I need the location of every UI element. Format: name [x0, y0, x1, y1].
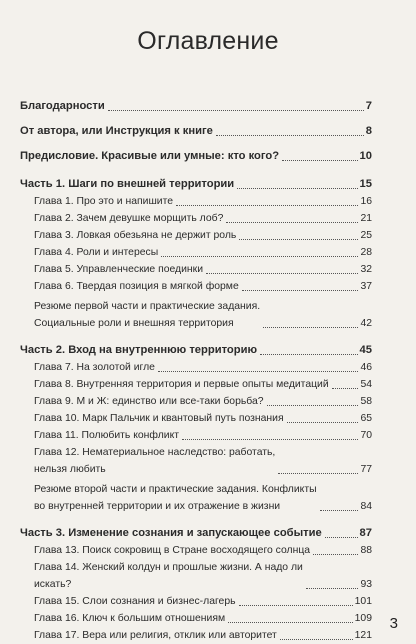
toc-section-entry[interactable]	[20, 525, 372, 542]
toc-chapter-entry[interactable]	[20, 610, 372, 627]
entry-title: Предисловие. Красивые или умные: кто кого?	[20, 150, 280, 162]
entry-page-number: 42	[360, 318, 372, 329]
entry-title: Резюме первой части и практические задания. Социальные роли и внешняя территория	[34, 301, 261, 329]
toc-chapter-entry[interactable]	[20, 359, 372, 376]
entry-title: Глава 8. Внутренняя территория и первые опыты медитаций	[34, 379, 329, 390]
entry-spacer	[20, 165, 372, 176]
entry-page-number: 15	[359, 178, 372, 190]
entry-title: Глава 16. Ключ к большим отношениям	[34, 613, 226, 624]
dot-leader	[108, 110, 364, 111]
entry-title: Глава 10. Марк Пальчик и квантовый путь познания	[34, 413, 284, 424]
entry-page-number: 37	[360, 281, 372, 292]
toc-chapter-entry[interactable]	[20, 559, 372, 593]
entry-title: Глава 11. Полюбить конфликт	[34, 430, 179, 441]
entry-title: Глава 6. Твердая позиция в мягкой форме	[34, 281, 239, 292]
entry-spacer	[20, 515, 372, 525]
entry-page-number: 25	[360, 230, 372, 241]
entry-title: Резюме второй части и практические задания. Конфликты во внутренней территории и их отражение в жизни	[34, 484, 317, 512]
entry-title: Глава 5. Управленческие поединки	[34, 264, 203, 275]
dot-leader	[320, 510, 359, 511]
dot-leader	[158, 371, 359, 372]
dot-leader	[161, 256, 358, 257]
toc-chapter-entry[interactable]	[20, 210, 372, 227]
entry-page-number: 101	[354, 596, 372, 607]
dot-leader	[242, 290, 359, 291]
entry-title: Глава 17. Вера или религия, отклик или авторитет	[34, 630, 277, 641]
entry-page-number: 45	[359, 344, 372, 356]
entry-page-number: 32	[360, 264, 372, 275]
entry-page-number: 121	[354, 630, 372, 641]
toc-chapter-entry[interactable]	[20, 627, 372, 644]
entry-page-number: 87	[359, 527, 372, 539]
entry-title: От автора, или Инструкция к книге	[20, 125, 213, 137]
toc-chapter-entry[interactable]	[20, 542, 372, 559]
dot-leader	[228, 622, 353, 623]
entry-page-number: 88	[360, 545, 372, 556]
entry-title: Благодарности	[20, 100, 105, 112]
entry-page-number: 93	[360, 579, 372, 590]
entry-spacer	[20, 332, 372, 342]
toc-section-entry[interactable]	[20, 98, 372, 115]
dot-leader	[237, 188, 357, 189]
toc-chapter-entry[interactable]	[20, 444, 372, 478]
dot-leader	[332, 388, 359, 389]
toc-chapter-entry[interactable]	[20, 261, 372, 278]
entry-title: Часть 2. Вход на внутреннюю территорию	[20, 344, 258, 356]
entry-page-number: 7	[365, 100, 372, 112]
entry-page-number: 10	[359, 150, 372, 162]
toc-chapter-entry[interactable]	[20, 393, 372, 410]
toc-chapter-entry[interactable]	[20, 227, 372, 244]
toc-chapter-entry[interactable]	[20, 244, 372, 261]
table-of-contents	[20, 98, 372, 644]
entry-title: Глава 7. На золотой игле	[34, 362, 155, 373]
entry-page-number: 84	[360, 501, 372, 512]
toc-section-entry[interactable]	[20, 176, 372, 193]
dot-leader	[280, 639, 353, 640]
entry-title: Часть 3. Изменение сознания и запускающее событие	[20, 527, 322, 539]
dot-leader	[176, 205, 358, 206]
entry-page-number: 58	[360, 396, 372, 407]
dot-leader	[239, 239, 358, 240]
dot-leader	[306, 588, 359, 589]
toc-chapter-entry[interactable]	[20, 427, 372, 444]
entry-page-number: 46	[360, 362, 372, 373]
entry-title: Глава 15. Слои сознания и бизнес-лагерь	[34, 596, 236, 607]
entry-title: Часть 1. Шаги по внешней территории	[20, 178, 235, 190]
entry-title: Глава 12. Нематериальное наследство: работать, нельзя любить	[34, 447, 276, 475]
toc-section-entry[interactable]	[20, 148, 372, 165]
entry-page-number: 65	[360, 413, 372, 424]
toc-chapter-entry[interactable]	[20, 593, 372, 610]
entry-page-number: 109	[354, 613, 372, 624]
entry-page-number: 54	[360, 379, 372, 390]
dot-leader	[226, 222, 358, 223]
dot-leader	[313, 554, 358, 555]
toc-section-entry[interactable]	[20, 123, 372, 140]
dot-leader	[325, 537, 358, 538]
entry-page-number: 70	[360, 430, 372, 441]
dot-leader	[287, 422, 359, 423]
toc-chapter-entry[interactable]	[20, 410, 372, 427]
page-title: Оглавление	[137, 27, 279, 55]
entry-page-number: 8	[365, 125, 372, 137]
toc-chapter-entry[interactable]	[20, 193, 372, 210]
entry-title: Глава 3. Ловкая обезьяна не держит роль	[34, 230, 237, 241]
entry-spacer	[20, 140, 372, 148]
dot-leader	[278, 473, 358, 474]
entry-title: Глава 14. Женский колдун и прошлые жизни. А надо ли искать?	[34, 562, 303, 590]
entry-spacer	[20, 115, 372, 123]
dot-leader	[267, 405, 359, 406]
entry-title: Глава 4. Роли и интересы	[34, 247, 159, 258]
dot-leader	[260, 354, 358, 355]
dot-leader	[282, 160, 357, 161]
dot-leader	[239, 605, 353, 606]
entry-title: Глава 1. Про это и напишите	[34, 196, 173, 207]
entry-title: Глава 2. Зачем девушке морщить лоб?	[34, 213, 224, 224]
dot-leader	[263, 327, 358, 328]
entry-title: Глава 13. Поиск сокровищ в Стране восходящего солнца	[34, 545, 311, 556]
entry-page-number: 77	[360, 464, 372, 475]
toc-chapter-entry[interactable]	[20, 481, 372, 515]
entry-page-number: 28	[360, 247, 372, 258]
entry-page-number: 21	[360, 213, 372, 224]
toc-chapter-entry[interactable]	[20, 298, 372, 332]
entry-title: Глава 9. М и Ж: единство или все-таки борьба?	[34, 396, 264, 407]
toc-chapter-entry[interactable]	[20, 376, 372, 393]
dot-leader	[182, 439, 358, 440]
dot-leader	[206, 273, 358, 274]
toc-section-entry[interactable]	[20, 342, 372, 359]
page-number: 3	[389, 615, 398, 632]
dot-leader	[216, 135, 364, 136]
toc-chapter-entry[interactable]	[20, 278, 372, 295]
entry-page-number: 16	[360, 196, 372, 207]
